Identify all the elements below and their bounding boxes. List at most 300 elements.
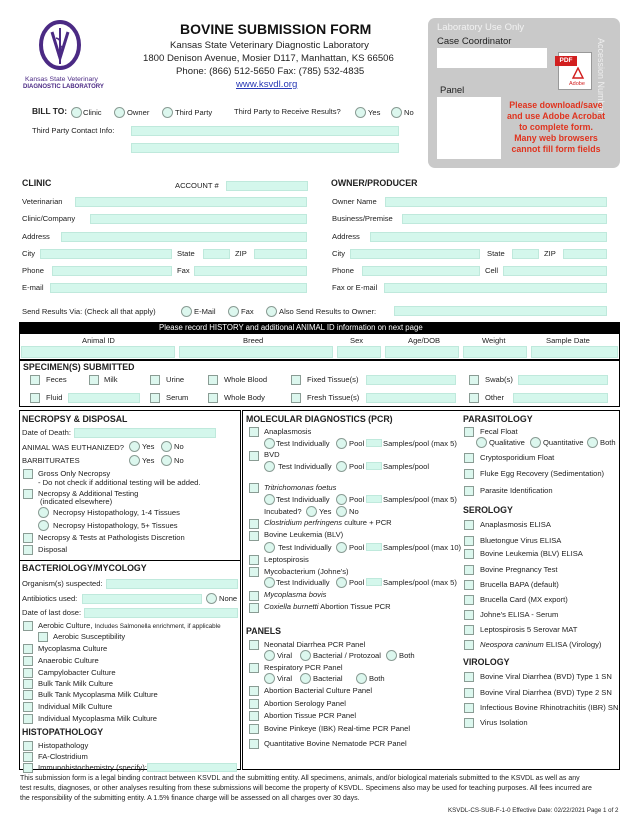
sero-brucella-bapa-checkbox[interactable] [464, 580, 474, 590]
respiratory-label: Respiratory PCR Panel [264, 663, 343, 672]
clinic-title: CLINIC [22, 178, 52, 188]
other-field[interactable] [513, 393, 608, 403]
date-of-death-field[interactable] [74, 428, 216, 438]
fresh-tissue-label: Fresh Tissue(s) [307, 393, 360, 402]
form-title: BOVINE SUBMISSION FORM [180, 21, 372, 37]
third-party-yes-label: Yes [368, 108, 381, 117]
business-field[interactable] [402, 214, 607, 224]
ihc-checkbox[interactable] [23, 763, 33, 773]
individual-milk-checkbox[interactable] [23, 702, 33, 712]
respiratory-checkbox[interactable] [249, 663, 259, 673]
sero-neospora-checkbox[interactable] [464, 640, 474, 650]
lab-use-title: Laboratory Use Only [437, 22, 525, 33]
swab-field[interactable] [518, 375, 608, 385]
coxiella-checkbox[interactable] [249, 603, 259, 613]
ksvdl-logo [38, 20, 82, 74]
fa-clostridium-label: FA-Clostridium [38, 752, 88, 761]
form-code: KSVDL-CS-SUB-F-1-0 Effective Date: 02/22/2021 Page 1 of 2 [448, 807, 619, 814]
molecular-title: MOLECULAR DIAGNOSTICS (PCR) [246, 414, 393, 424]
clostridium-suffix: culture + PCR [342, 518, 392, 527]
ihc-label: Immunohistochemistry (specify): [38, 763, 147, 772]
fluke-label: Fluke Egg Recovery (Sedimentation) [480, 469, 605, 478]
owner-phone-label: Phone [332, 266, 354, 275]
fixed-tissue-checkbox[interactable] [291, 375, 301, 385]
date-of-death-label: Date of Death: [22, 428, 71, 437]
gross-only-label: Gross Only Necropsy [38, 469, 111, 478]
antibiotics-field[interactable] [82, 594, 202, 604]
owner-fax-field[interactable] [384, 283, 607, 293]
histo-1-4-radio[interactable] [38, 507, 49, 518]
bvd-pool-radio[interactable] [336, 461, 347, 472]
clinic-zip-label: ZIP [235, 249, 247, 258]
johnes-samples-label: Samples/pool (max 5) [383, 578, 457, 587]
col-header-weight: Weight [482, 336, 506, 345]
viro-bvd2-label: Bovine Viral Diarrhea (BVD) Type 2 SN [480, 688, 612, 697]
clinic-city-label: City [22, 249, 36, 258]
fecal-both-radio[interactable] [587, 437, 598, 448]
neonatal-checkbox[interactable] [249, 640, 259, 650]
anaplasmosis-individual-label: Test Individually [276, 439, 330, 448]
sero-johnes-checkbox[interactable] [464, 610, 474, 620]
antibiotics-label: Antibiotics used: [22, 594, 78, 603]
sero-bluetongue-checkbox[interactable] [464, 536, 474, 546]
organism-label: Organism(s) suspected: [22, 579, 103, 588]
necropsy-additional-checkbox[interactable] [23, 489, 33, 499]
serum-checkbox[interactable] [150, 393, 160, 403]
resp-both-label: Both [369, 674, 385, 683]
nematode-checkbox[interactable] [249, 739, 259, 749]
third-party-no-label: No [404, 108, 414, 117]
clinic-city-field[interactable] [40, 249, 172, 259]
send-owner-radio[interactable] [266, 306, 277, 317]
trich-checkbox[interactable] [249, 483, 259, 493]
individual-myco-checkbox[interactable] [23, 714, 33, 724]
warning-line: Many web browsers [514, 133, 598, 143]
fecal-float-checkbox[interactable] [464, 427, 474, 437]
clinic-email-label: E-mail [22, 283, 44, 292]
other-checkbox[interactable] [469, 393, 479, 403]
bill-third-party-label: Third Party [175, 108, 213, 117]
blv-individual-radio[interactable] [264, 542, 275, 553]
blv-pcr-checkbox[interactable] [249, 531, 259, 541]
coxiella-suffix: Abortion Tissue PCR [318, 602, 391, 611]
clinic-phone-field[interactable] [52, 266, 172, 276]
trich-pool-radio[interactable] [336, 494, 347, 505]
swab-checkbox[interactable] [469, 375, 479, 385]
bulk-tank-myco-checkbox[interactable] [23, 690, 33, 700]
aerobic-culture-checkbox[interactable] [23, 621, 33, 631]
bvd-individual-label: Test Individually [278, 462, 332, 471]
abortion-sero-label: Abortion Serology Panel [264, 699, 346, 708]
necropsy-additional-label: Necropsy & Additional Testing [38, 489, 139, 498]
disposal-checkbox[interactable] [23, 545, 33, 555]
send-fax-label: Fax [241, 307, 254, 316]
swab-label: Swab(s) [485, 375, 513, 384]
account-field[interactable] [226, 181, 308, 191]
age-field[interactable] [385, 346, 459, 358]
campylobacter-label: Campylobacter Culture [38, 668, 116, 677]
parasite-id-checkbox[interactable] [464, 486, 474, 496]
neonatal-bact-radio[interactable] [300, 650, 311, 661]
clinic-state-label: State [177, 249, 195, 258]
abortion-tissue-checkbox[interactable] [249, 711, 259, 721]
neonatal-both-radio[interactable] [386, 650, 397, 661]
lepto-pcr-label: Leptospirosis [264, 555, 309, 564]
aerobic-culture-note: Includes Salmonella enrichment, if applicable [94, 623, 221, 630]
fecal-quant-radio[interactable] [530, 437, 541, 448]
aerobic-susceptibility-checkbox[interactable] [38, 632, 48, 642]
anaerobic-culture-label: Anaerobic Culture [38, 656, 99, 665]
blv-individual-label: Test Individually [278, 543, 332, 552]
animal-id-field[interactable] [21, 346, 175, 358]
sero-johnes-label: Johne's ELISA - Serum [480, 610, 559, 619]
mycoplasma-culture-checkbox[interactable] [23, 644, 33, 654]
warning-line: Please download/save [509, 100, 603, 110]
fa-clostridium-checkbox[interactable] [23, 752, 33, 762]
clinic-company-field[interactable] [90, 214, 307, 224]
bulk-tank-myco-label: Bulk Tank Mycoplasma Milk Culture [38, 690, 158, 699]
gross-only-note: - Do not check if additional testing will be added. [38, 478, 201, 487]
business-label: Business/Premise [332, 214, 393, 223]
third-party-yes-radio[interactable] [355, 107, 366, 118]
individual-myco-label: Individual Mycoplasma Milk Culture [38, 714, 158, 723]
clostridium-checkbox[interactable] [249, 519, 259, 529]
blv-samples-label: Samples/pool (max 10) [383, 543, 462, 552]
feces-checkbox[interactable] [30, 375, 40, 385]
fixed-tissue-label: Fixed Tissue(s) [307, 375, 359, 384]
anaplasmosis-pool-label: Pool [349, 439, 365, 448]
johnes-individual-label: Test Individually [276, 578, 330, 587]
euthanized-label: ANIMAL WAS EUTHANIZED? [22, 443, 124, 452]
clinic-address-label: Address [22, 232, 50, 241]
sero-anaplasmosis-label: Anaplasmosis ELISA [480, 520, 551, 529]
neonatal-bact-label: Bacterial / Protozoal [313, 651, 381, 660]
organism-field[interactable] [106, 579, 238, 589]
bill-clinic-label: Clinic [83, 108, 102, 117]
last-dose-label: Date of last dose: [22, 608, 82, 617]
euthanized-no-label: No [174, 442, 184, 451]
incubated-no-radio[interactable] [336, 506, 347, 517]
viro-bvd2-checkbox[interactable] [464, 688, 474, 698]
resp-viral-label: Viral [277, 674, 293, 683]
resp-both-radio[interactable] [356, 673, 367, 684]
send-email-label: E-Mail [194, 307, 216, 316]
logo-text-line2: DIAGNOSTIC LABORATORY [23, 84, 104, 90]
crypto-label: Cryptosporidium Float [480, 453, 555, 462]
parasitology-title: PARASITOLOGY [463, 414, 533, 424]
neonatal-label: Neonatal Diarrhea PCR Panel [264, 640, 366, 649]
col-header-age: Age/DOB [408, 336, 441, 345]
clinic-fax-field[interactable] [194, 266, 307, 276]
owner-state-label: State [487, 249, 505, 258]
bulk-tank-milk-checkbox[interactable] [23, 679, 33, 689]
owner-address-field[interactable] [370, 232, 607, 242]
euthanized-no-radio[interactable] [161, 441, 172, 452]
histopathology-title: HISTOPATHOLOGY [22, 727, 104, 737]
lab-website-link[interactable]: www.ksvdl.org [236, 79, 298, 90]
individual-milk-label: Individual Milk Culture [38, 702, 113, 711]
fluid-field[interactable] [68, 393, 140, 403]
barbiturates-yes-label: Yes [142, 456, 155, 465]
clinic-phone-label: Phone [22, 266, 44, 275]
owner-phone-field[interactable] [362, 266, 480, 276]
anaplasmosis-label: Anaplasmosis [264, 427, 312, 436]
anaplasmosis-samples-field[interactable] [366, 439, 382, 447]
crypto-checkbox[interactable] [464, 453, 474, 463]
clinic-state-field[interactable] [203, 249, 230, 259]
blv-pool-radio[interactable] [336, 542, 347, 553]
bill-owner-radio[interactable] [114, 107, 125, 118]
breed-field[interactable] [179, 346, 333, 358]
pdf-badge: PDF [555, 56, 577, 66]
urine-checkbox[interactable] [150, 375, 160, 385]
owner-city-field[interactable] [350, 249, 480, 259]
myco-bovis-label: Mycoplasma bovis [264, 590, 327, 599]
sero-brucella-bapa-label: Brucella BAPA (default) [480, 580, 559, 589]
sero-brucella-card-checkbox[interactable] [464, 595, 474, 605]
abortion-sero-checkbox[interactable] [249, 699, 259, 709]
coxiella-label [264, 602, 391, 611]
clinic-address-field[interactable] [61, 232, 307, 242]
euthanized-yes-label: Yes [142, 442, 155, 451]
barbiturates-no-radio[interactable] [161, 455, 172, 466]
parasite-id-label: Parasite Identification [480, 486, 553, 495]
campylobacter-checkbox[interactable] [23, 668, 33, 678]
viro-isolation-label: Virus Isolation [480, 718, 528, 727]
sero-pregnancy-checkbox[interactable] [464, 565, 474, 575]
sero-pregnancy-label: Bovine Pregnancy Test [480, 565, 558, 574]
ihc-field[interactable] [147, 763, 237, 772]
blv-samples-field[interactable] [366, 543, 382, 551]
neonatal-both-label: Both [399, 651, 415, 660]
myco-bovis-checkbox[interactable] [249, 591, 259, 601]
sample-date-field[interactable] [531, 346, 618, 358]
adobe-label: Adobe [569, 81, 585, 87]
histopathology-label: Histopathology [38, 741, 89, 750]
bill-owner-label: Owner [127, 108, 150, 117]
coxiella-species: Coxiella burnetti [264, 602, 319, 611]
resp-bact-radio[interactable] [300, 673, 311, 684]
whole-blood-label: Whole Blood [224, 375, 268, 384]
blv-pool-label: Pool [349, 543, 365, 552]
owner-city-label: City [332, 249, 346, 258]
bvd-pcr-label: BVD [264, 450, 280, 459]
bvd-samples-field[interactable] [366, 462, 382, 470]
trich-individual-radio[interactable] [264, 494, 275, 505]
abortion-bact-label: Abortion Bacterial Culture Panel [264, 686, 373, 695]
johnes-samples-field[interactable] [366, 578, 382, 586]
weight-field[interactable] [463, 346, 527, 358]
sero-lepto-label: Leptospirosis 5 Serovar MAT [480, 625, 578, 634]
discretion-checkbox[interactable] [23, 533, 33, 543]
mycoplasma-culture-label: Mycoplasma Culture [38, 644, 108, 653]
antibiotics-none-radio[interactable] [206, 593, 217, 604]
aerobic-culture-label [38, 621, 221, 630]
serology-title: SEROLOGY [463, 505, 513, 515]
clostridium-label [264, 518, 392, 527]
bulk-tank-milk-label: Bulk Tank Milk Culture [38, 679, 113, 688]
trich-samples-field[interactable] [366, 495, 382, 503]
sex-field[interactable] [337, 346, 381, 358]
viro-bvd1-label: Bovine Viral Diarrhea (BVD) Type 1 SN [480, 672, 612, 681]
pinkeye-label: Bovine Pinkeye (IBK) Real-time PCR Panel [264, 724, 411, 733]
bacteriology-title: BACTERIOLOGY/MYCOLOGY [22, 563, 147, 573]
pinkeye-checkbox[interactable] [249, 724, 259, 734]
viro-ibr-label: Infectious Bovine Rhinotrachitis (IBR) SN [480, 703, 619, 712]
fresh-tissue-checkbox[interactable] [291, 393, 301, 403]
send-results-label: Send Results Via: (Check all that apply) [22, 307, 156, 316]
necropsy-title: NECROPSY & DISPOSAL [22, 414, 128, 424]
viro-bvd1-checkbox[interactable] [464, 672, 474, 682]
animal-info-bar-text: Please record HISTORY and additional ANIMAL ID information on next page [159, 323, 423, 332]
fecal-both-label: Both [600, 438, 616, 447]
logo-text-line1: Kansas State Veterinary [25, 76, 98, 83]
clinic-zip-field[interactable] [254, 249, 307, 259]
johnes-pool-label: Pool [349, 578, 365, 587]
owner-zip-label: ZIP [544, 249, 556, 258]
milk-label: Milk [104, 375, 118, 384]
col-header-sample-date: Sample Date [546, 336, 590, 345]
anaplasmosis-samples-label: Samples/pool (max 5) [383, 439, 457, 448]
panels-title: PANELS [246, 626, 282, 636]
third-party-contact-field-2[interactable] [131, 143, 399, 153]
owner-name-label: Owner Name [332, 197, 377, 206]
resp-viral-radio[interactable] [264, 673, 275, 684]
clinic-fax-label: Fax [177, 266, 190, 275]
neonatal-viral-radio[interactable] [264, 650, 275, 661]
aerobic-susceptibility-label: Aerobic Susceptibility [53, 632, 126, 641]
anaplasmosis-checkbox[interactable] [249, 427, 259, 437]
clinic-email-field[interactable] [50, 283, 307, 293]
histopathology-checkbox[interactable] [23, 741, 33, 751]
johnes-pool-radio[interactable] [336, 577, 347, 588]
fecal-float-label: Fecal Float [480, 427, 518, 436]
owner-fax-label: Fax or E-mail [332, 283, 378, 292]
bill-third-party-radio[interactable] [162, 107, 173, 118]
account-label: ACCOUNT # [175, 181, 219, 190]
whole-blood-checkbox[interactable] [208, 375, 218, 385]
viro-isolation-checkbox[interactable] [464, 718, 474, 728]
other-label: Other [485, 393, 504, 402]
sero-neospora-label [480, 640, 601, 649]
warning-line: to complete form. [519, 122, 593, 132]
fixed-tissue-field[interactable] [366, 375, 456, 385]
owner-state-field[interactable] [512, 249, 539, 259]
acrobat-icon [571, 67, 585, 79]
histo-5-radio[interactable] [38, 520, 49, 531]
sero-lepto-checkbox[interactable] [464, 625, 474, 635]
incubated-label: Incubated? [264, 507, 302, 516]
anaplasmosis-pool-radio[interactable] [336, 438, 347, 449]
footer-line-3: the responsibility of the submitting entity. A 1.5% finance charge will be assessed on all charges over 30 days. [20, 795, 360, 802]
anaerobic-culture-checkbox[interactable] [23, 656, 33, 666]
anaplasmosis-individual-radio[interactable] [264, 438, 275, 449]
veterinarian-field[interactable] [75, 197, 307, 207]
third-party-no-radio[interactable] [391, 107, 402, 118]
trich-individual-label: Test Individually [276, 495, 330, 504]
urine-label: Urine [166, 375, 185, 384]
case-coordinator-label: Case Coordinator [437, 36, 512, 47]
milk-checkbox[interactable] [89, 375, 99, 385]
abortion-bact-checkbox[interactable] [249, 686, 259, 696]
clostridium-species: Clostridium perfringens [264, 518, 343, 527]
col-header-breed: Breed [243, 336, 264, 345]
bill-clinic-radio[interactable] [71, 107, 82, 118]
accession-number-label: Accession Number [596, 38, 606, 114]
fluid-checkbox[interactable] [30, 393, 40, 403]
histo-5-label: Necropsy Histopathology, 5+ Tissues [53, 521, 178, 530]
trich-samples-label: Samples/pool (max 5) [383, 495, 457, 504]
lepto-pcr-checkbox[interactable] [249, 555, 259, 565]
barbiturates-no-label: No [174, 456, 184, 465]
fluke-checkbox[interactable] [464, 469, 474, 479]
footer-line-2: test results, diagnoses, or other analyses resulting from these submissions will become the property of KSVDL. Specimens also may be used for teaching purposes. All fees incurred are [20, 785, 592, 792]
panel-field[interactable] [437, 97, 501, 159]
sero-blv-label: Bovine Leukemia (BLV) ELISA [480, 549, 583, 558]
antibiotics-none-label: None [219, 594, 238, 603]
viro-ibr-checkbox[interactable] [464, 703, 474, 713]
last-dose-field[interactable] [84, 608, 238, 618]
owner-name-field[interactable] [385, 197, 607, 207]
nematode-label: Quantitative Bovine Nematode PCR Panel [264, 739, 407, 748]
sero-anaplasmosis-checkbox[interactable] [464, 520, 474, 530]
fecal-qual-radio[interactable] [476, 437, 487, 448]
send-email-radio[interactable] [181, 306, 192, 317]
neonatal-viral-label: Viral [277, 651, 293, 660]
owner-cell-label: Cell [485, 266, 499, 275]
third-party-contact-field[interactable] [131, 126, 399, 136]
whole-body-checkbox[interactable] [208, 393, 218, 403]
bvd-pcr-checkbox[interactable] [249, 451, 259, 461]
owner-zip-field[interactable] [563, 249, 607, 259]
owner-address-label: Address [332, 232, 360, 241]
gross-only-checkbox[interactable] [23, 469, 33, 479]
euthanized-yes-radio[interactable] [129, 441, 140, 452]
discretion-label: Necropsy & Tests at Pathologists Discretion [38, 533, 185, 542]
third-party-question: Third Party to Receive Results? [234, 107, 341, 116]
warning-line: and use Adobe Acrobat [506, 111, 606, 121]
send-owner-field[interactable] [394, 306, 607, 316]
fresh-tissue-field[interactable] [366, 393, 456, 403]
send-fax-radio[interactable] [228, 306, 239, 317]
abortion-tissue-label: Abortion Tissue PCR Panel [264, 711, 357, 720]
owner-cell-field[interactable] [503, 266, 607, 276]
col-header-sex: Sex [350, 336, 364, 345]
trich-pool-label: Pool [349, 495, 365, 504]
feces-label: Feces [46, 375, 67, 384]
lab-name: Kansas State Veterinary Diagnostic Laboratory [170, 40, 369, 51]
clinic-company-label: Clinic/Company [22, 214, 76, 223]
virology-title: VIROLOGY [463, 657, 510, 667]
bvd-individual-radio[interactable] [264, 461, 275, 472]
serum-label: Serum [166, 393, 189, 402]
lab-phone: Phone: (866) 512-5650 Fax: (785) 532-4835 [176, 66, 365, 77]
lab-address: 1800 Denison Avenue, Mosier D117, Manhattan, KS 66506 [143, 53, 394, 64]
footer-line-1: This submission form is a legal binding contract between KSVDL and the submitting entity. All specimens, animals, and/or biological materials submitted to the KSVDL as well as any [20, 775, 580, 782]
incubated-yes-radio[interactable] [306, 506, 317, 517]
disposal-label: Disposal [38, 545, 68, 554]
johnes-pcr-checkbox[interactable] [249, 567, 259, 577]
fecal-qual-label: Qualitative [489, 438, 525, 447]
owner-title: OWNER/PRODUCER [331, 178, 418, 188]
blv-pcr-label: Bovine Leukemia (BLV) [264, 530, 344, 539]
case-coordinator-field[interactable] [437, 48, 547, 68]
histo-1-4-label: Necropsy Histopathology, 1-4 Tissues [53, 508, 180, 517]
sero-blv-checkbox[interactable] [464, 549, 474, 559]
barbiturates-yes-radio[interactable] [129, 455, 140, 466]
johnes-individual-radio[interactable] [264, 577, 275, 588]
johnes-pcr-label: Mycobacterium (Johne's) [264, 567, 349, 576]
